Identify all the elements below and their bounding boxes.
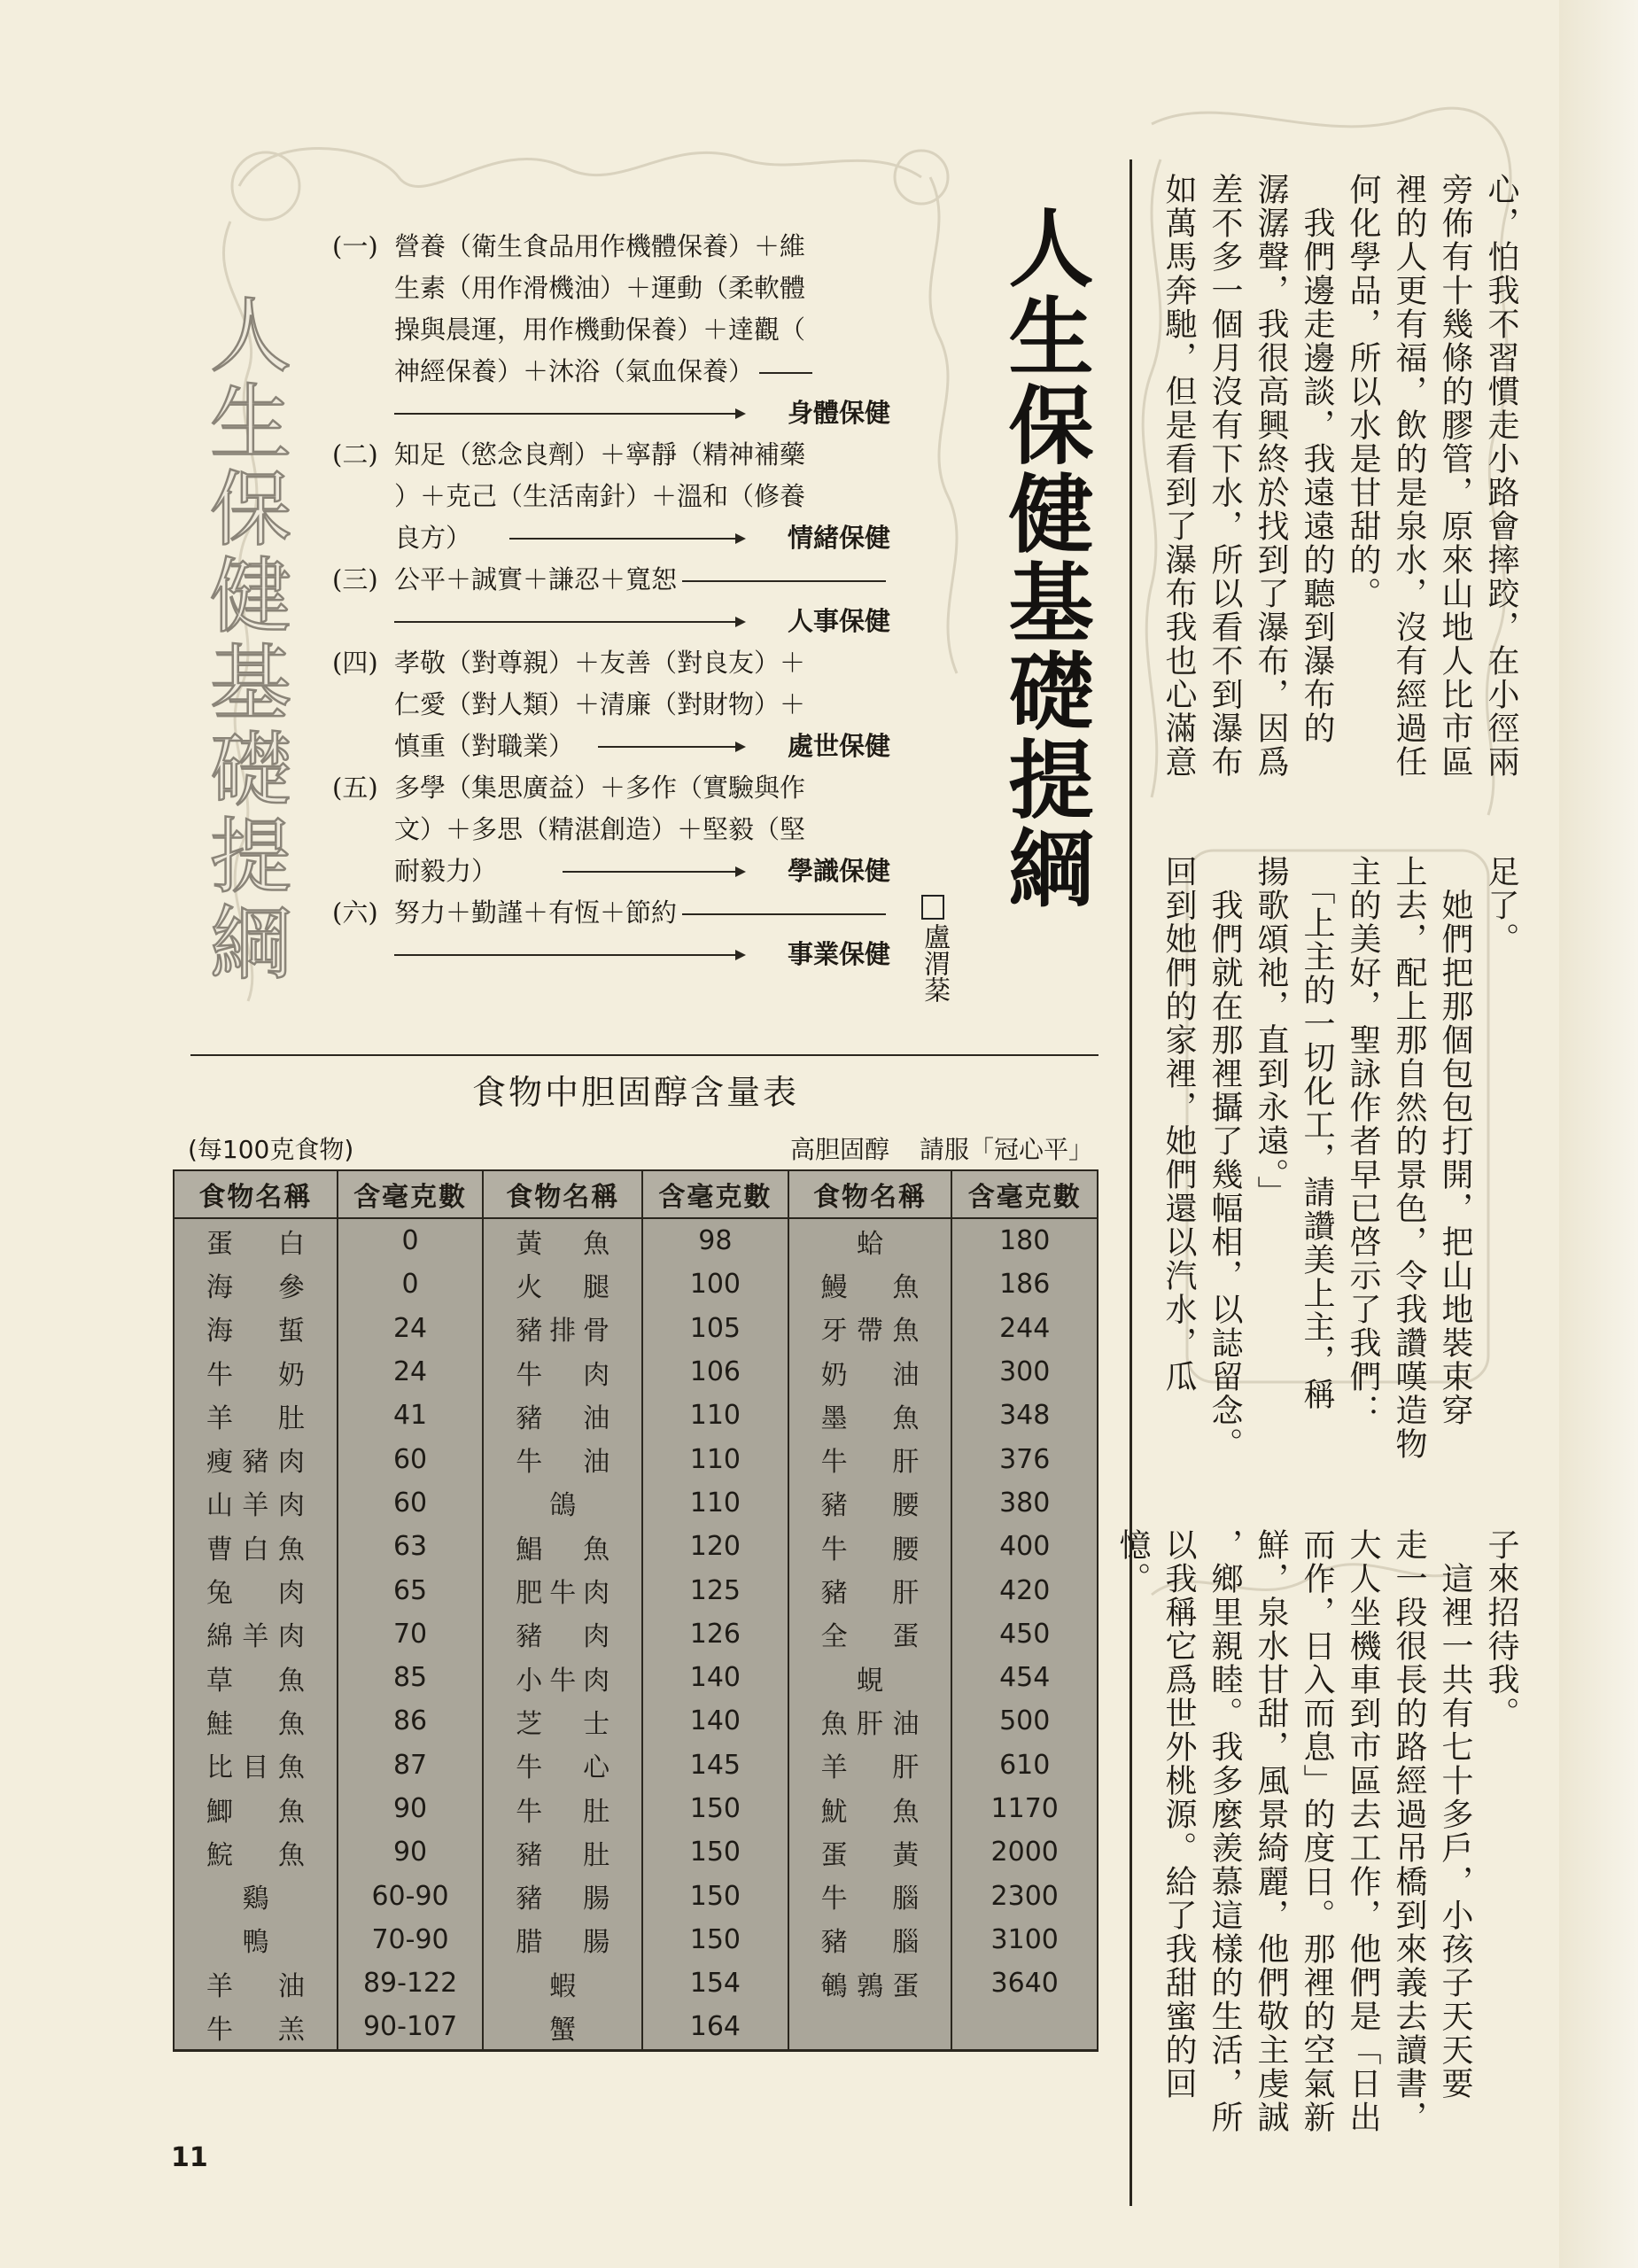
food-name-cell: 小牛肉 xyxy=(483,1656,642,1699)
article-block-bottom xyxy=(1114,1528,1524,2166)
cholesterol-value-cell: 100 xyxy=(642,1262,788,1306)
food-name-cell: 蛤 xyxy=(788,1218,952,1262)
food-name-cell: 海參 xyxy=(174,1262,338,1306)
food-name-cell: 牛肉 xyxy=(483,1350,642,1394)
point-5 xyxy=(332,767,890,892)
cholesterol-value-cell: 90 xyxy=(338,1787,483,1830)
food-name-cell: 牛肚 xyxy=(483,1787,642,1830)
food-name-cell: 羊肝 xyxy=(788,1744,952,1787)
article-column: 如萬馬奔馳，但是看到了瀑布我也心滿意 xyxy=(1161,173,1197,779)
cholesterol-value-cell: 41 xyxy=(338,1394,483,1437)
cholesterol-value-cell: 86 xyxy=(338,1699,483,1743)
article-column: 潺潺聲，我很高興終於找到了瀑布，因爲 xyxy=(1253,173,1289,779)
point-text: 耐毅力） xyxy=(394,856,498,886)
outline-title: 人生保健基礎提綱 xyxy=(197,292,291,987)
cholesterol-value-cell xyxy=(951,2005,1098,2050)
table-row xyxy=(174,1961,1098,2005)
point-text: ）＋克己（生活南針）＋溫和（修養 xyxy=(394,481,806,511)
food-name-cell: 曹白魚 xyxy=(174,1525,338,1568)
food-name-cell: 豬油 xyxy=(483,1394,642,1437)
article-column: 以我稱它爲世外桃源。給了我甜蜜的回憶。 xyxy=(1114,1528,1197,2101)
table-row xyxy=(174,1612,1098,1656)
article-column: 足了。 xyxy=(1483,855,1519,956)
cholesterol-value-cell: 140 xyxy=(642,1699,788,1743)
article-column: 何化學品，所以水是甘甜的。 xyxy=(1345,173,1381,610)
food-name-cell: 墨魚 xyxy=(788,1394,952,1437)
cholesterol-value-cell: 87 xyxy=(338,1744,483,1787)
food-name-cell: 牛心 xyxy=(483,1744,642,1787)
food-name-cell: 魚肝油 xyxy=(788,1699,952,1743)
cholesterol-value-cell: 150 xyxy=(642,1918,788,1961)
column-header: 含毫克數 xyxy=(951,1170,1098,1218)
article-block-middle xyxy=(1152,855,1524,1480)
article-title: 人生保健基礎提綱 xyxy=(995,204,1094,913)
cholesterol-value-cell: 90 xyxy=(338,1830,483,1874)
cholesterol-value-cell: 186 xyxy=(951,1262,1098,1306)
point-3 xyxy=(332,559,890,642)
article-column: 而作，日入而息」的度日。那裡的空氣新 xyxy=(1299,1528,1335,2134)
cholesterol-value-cell: 154 xyxy=(642,1961,788,2005)
article-column: 心，怕我不習慣走小路會摔跤，在小徑兩 xyxy=(1483,173,1519,779)
table-row xyxy=(174,1830,1098,1874)
cholesterol-value-cell: 450 xyxy=(951,1612,1098,1656)
food-name-cell: 鷄 xyxy=(174,1874,338,1917)
food-name-cell: 牛油 xyxy=(483,1437,642,1480)
food-name-cell: 兔肉 xyxy=(174,1568,338,1612)
food-name-cell: 鯇魚 xyxy=(174,1830,338,1874)
article-column: 子來招待我。 xyxy=(1483,1528,1519,1730)
point-4 xyxy=(332,642,890,767)
food-name-cell: 牛奶 xyxy=(174,1350,338,1394)
food-name-cell: 鮭魚 xyxy=(174,1699,338,1743)
point-6 xyxy=(332,892,890,975)
article-column: 我們邊走邊談，我遠遠的聽到瀑布的 xyxy=(1299,173,1335,745)
cholesterol-value-cell: 1170 xyxy=(951,1787,1098,1830)
food-name-cell: 蛋白 xyxy=(174,1218,338,1262)
table-row xyxy=(174,1525,1098,1568)
article-column: 旁佈有十幾條的膠管，原來山地人比市區 xyxy=(1437,173,1473,779)
cholesterol-value-cell: 24 xyxy=(338,1307,483,1350)
section-divider xyxy=(190,1054,1098,1056)
table-row xyxy=(174,1787,1098,1830)
cholesterol-value-cell: 85 xyxy=(338,1656,483,1699)
table-row xyxy=(174,1262,1098,1306)
food-name-cell: 綿羊肉 xyxy=(174,1612,338,1656)
table-row xyxy=(174,1394,1098,1437)
table-row xyxy=(174,1918,1098,1961)
article-column: 鮮，泉水甘甜，風景綺麗，他們敬主虔誠 xyxy=(1253,1528,1289,2134)
food-name-cell: 豬肉 xyxy=(483,1612,642,1656)
point-label: (六) xyxy=(332,897,378,928)
point-text: 公平＋誠實＋謙忍＋寬恕 xyxy=(394,564,678,594)
point-text: 慎重（對職業） xyxy=(394,731,575,761)
cholesterol-value-cell: 0 xyxy=(338,1218,483,1262)
food-name-cell: 黃魚 xyxy=(483,1218,642,1262)
table-row xyxy=(174,1437,1098,1480)
cholesterol-value-cell: 610 xyxy=(951,1744,1098,1787)
point-text: 操與晨運，用作機動保養）＋達觀（ xyxy=(394,315,806,345)
page-number: 11 xyxy=(171,2142,208,2173)
cholesterol-value-cell: 244 xyxy=(951,1307,1098,1350)
point-text: 努力＋勤謹＋有恆＋節約 xyxy=(394,897,678,928)
article-column: 我們就在那裡攝了幾幅相，以誌留念。 xyxy=(1207,855,1243,1461)
cholesterol-value-cell: 24 xyxy=(338,1350,483,1394)
author-name: 盧渭棻 xyxy=(919,923,950,1003)
food-name-cell: 蜆 xyxy=(788,1656,952,1699)
table-unit-note: (每100克食物) xyxy=(188,1135,354,1164)
cholesterol-value-cell: 420 xyxy=(951,1568,1098,1612)
cholesterol-value-cell: 3100 xyxy=(951,1918,1098,1961)
cholesterol-value-cell: 60 xyxy=(338,1481,483,1525)
cholesterol-value-cell: 63 xyxy=(338,1525,483,1568)
cholesterol-value-cell: 180 xyxy=(951,1218,1098,1262)
point-label: (三) xyxy=(332,564,378,594)
point-text: 神經保養）＋沐浴（氣血保養） xyxy=(394,356,755,386)
food-name-cell: 全蛋 xyxy=(788,1612,952,1656)
article-column: 大人坐機車到市區去工作，他們是「日出 xyxy=(1345,1528,1381,2134)
food-name-cell: 牛肝 xyxy=(788,1437,952,1480)
cholesterol-value-cell: 70-90 xyxy=(338,1918,483,1961)
cholesterol-value-cell: 0 xyxy=(338,1262,483,1306)
column-header: 食物名稱 xyxy=(174,1170,338,1218)
article-column: 差不多一個月沒有下水，所以看不到瀑布 xyxy=(1207,173,1243,779)
food-name-cell: 奶油 xyxy=(788,1350,952,1394)
point-result: 情緒保健 xyxy=(787,523,890,553)
food-name-cell: 鵪鶉蛋 xyxy=(788,1961,952,2005)
article-column: 「上主的一切化工，請讚美上主，稱 xyxy=(1299,855,1335,1411)
point-result: 事業保健 xyxy=(787,939,890,969)
food-name-cell: 海蜇 xyxy=(174,1307,338,1350)
food-name-cell: 瘦豬肉 xyxy=(174,1437,338,1480)
food-name-cell: 腊腸 xyxy=(483,1918,642,1961)
table-note xyxy=(790,1132,1093,1168)
table-row xyxy=(174,1218,1098,1262)
table-row xyxy=(174,1744,1098,1787)
food-name-cell: 芝士 xyxy=(483,1699,642,1743)
table-row xyxy=(174,1699,1098,1743)
food-name-cell: 牛腦 xyxy=(788,1874,952,1917)
food-name-cell: 蟹 xyxy=(483,2005,642,2050)
food-name-cell: 蝦 xyxy=(483,1961,642,2005)
food-name-cell: 豬腸 xyxy=(483,1874,642,1917)
cholesterol-value-cell: 70 xyxy=(338,1612,483,1656)
article-block-top xyxy=(1152,173,1524,788)
food-name-cell: 蛋黃 xyxy=(788,1830,952,1874)
table-note-left: 高胆固醇 xyxy=(789,1135,889,1164)
cholesterol-value-cell: 60 xyxy=(338,1437,483,1480)
article-column: 她們把那個包包打開，把山地裝束穿 xyxy=(1437,855,1473,1427)
point-result: 處世保健 xyxy=(787,731,890,761)
food-name-cell: 草魚 xyxy=(174,1656,338,1699)
article-column: 這裡一共有七十多戶，小孩子天天要 xyxy=(1437,1528,1473,2101)
food-name-cell: 鴨 xyxy=(174,1918,338,1961)
author-marker xyxy=(921,895,944,920)
article-column: ，鄉里親睦。我多麼羨慕這樣的生活，所 xyxy=(1207,1528,1243,2134)
cholesterol-value-cell: 106 xyxy=(642,1350,788,1394)
food-name-cell xyxy=(788,2005,952,2050)
health-points-list xyxy=(332,226,890,975)
point-text: 生素（用作滑機油）＋運動（柔軟體 xyxy=(394,273,806,303)
point-text: 仁愛（對人類）＋清廉（對財物）＋ xyxy=(394,689,806,719)
food-name-cell: 比目魚 xyxy=(174,1744,338,1787)
cholesterol-value-cell: 140 xyxy=(642,1656,788,1699)
article-column: 上去，配上那自然的景色，令我讚嘆造物 xyxy=(1391,855,1427,1461)
cholesterol-value-cell: 150 xyxy=(642,1830,788,1874)
cholesterol-value-cell: 65 xyxy=(338,1568,483,1612)
food-name-cell: 牛腰 xyxy=(788,1525,952,1568)
cholesterol-value-cell: 348 xyxy=(951,1394,1098,1437)
point-text: 多學（集思廣益）＋多作（實驗與作 xyxy=(394,773,806,803)
cholesterol-value-cell: 110 xyxy=(642,1394,788,1437)
cholesterol-table xyxy=(173,1169,1098,2052)
cholesterol-value-cell: 500 xyxy=(951,1699,1098,1743)
point-text: 良方） xyxy=(394,523,472,553)
food-name-cell: 豬腰 xyxy=(788,1481,952,1525)
point-result: 人事保健 xyxy=(787,606,890,636)
point-label: (五) xyxy=(332,773,378,803)
food-name-cell: 羊油 xyxy=(174,1961,338,2005)
table-note-right: 請服「冠心平」 xyxy=(919,1135,1093,1164)
cholesterol-value-cell: 150 xyxy=(642,1787,788,1830)
table-row xyxy=(174,1656,1098,1699)
cholesterol-value-cell: 400 xyxy=(951,1525,1098,1568)
food-name-cell: 鴿 xyxy=(483,1481,642,1525)
point-text: 文）＋多思（精湛創造）＋堅毅（堅 xyxy=(394,814,806,844)
food-name-cell: 肥牛肉 xyxy=(483,1568,642,1612)
point-text: 孝敬（對尊親）＋友善（對良友）＋ xyxy=(394,648,806,678)
table-row xyxy=(174,1350,1098,1394)
food-name-cell: 牛羔 xyxy=(174,2005,338,2050)
article-column: 揚歌頌祂，直到永遠。」 xyxy=(1253,855,1289,1209)
food-name-cell: 羊肚 xyxy=(174,1394,338,1437)
food-name-cell: 火腿 xyxy=(483,1262,642,1306)
food-name-cell: 豬腦 xyxy=(788,1918,952,1961)
cholesterol-value-cell: 120 xyxy=(642,1525,788,1568)
table-row xyxy=(174,1307,1098,1350)
cholesterol-value-cell: 125 xyxy=(642,1568,788,1612)
cholesterol-value-cell: 380 xyxy=(951,1481,1098,1525)
table-row xyxy=(174,1568,1098,1612)
table-title: 食物中胆固醇含量表 xyxy=(471,1073,799,1112)
column-header: 食物名稱 xyxy=(788,1170,952,1218)
cholesterol-value-cell: 145 xyxy=(642,1744,788,1787)
food-name-cell: 鯽魚 xyxy=(174,1787,338,1830)
cholesterol-value-cell: 376 xyxy=(951,1437,1098,1480)
cholesterol-value-cell: 110 xyxy=(642,1481,788,1525)
table-row xyxy=(174,1874,1098,1917)
article-column: 走一段很長的路經過吊橋到來義去讀書， xyxy=(1391,1528,1427,2134)
point-label: (一) xyxy=(332,231,378,261)
cholesterol-value-cell: 105 xyxy=(642,1307,788,1350)
food-name-cell: 鯧魚 xyxy=(483,1525,642,1568)
article-column: 主的美好，聖詠作者早已啓示了我們： xyxy=(1345,855,1381,1427)
cholesterol-value-cell: 300 xyxy=(951,1350,1098,1394)
cholesterol-value-cell: 98 xyxy=(642,1218,788,1262)
table-row xyxy=(174,1481,1098,1525)
food-name-cell: 魷魚 xyxy=(788,1787,952,1830)
cholesterol-value-cell: 90-107 xyxy=(338,2005,483,2050)
cholesterol-value-cell: 110 xyxy=(642,1437,788,1480)
food-name-cell: 山羊肉 xyxy=(174,1481,338,1525)
column-header: 含毫克數 xyxy=(642,1170,788,1218)
point-label: (二) xyxy=(332,439,378,470)
food-name-cell: 鰻魚 xyxy=(788,1262,952,1306)
food-name-cell: 豬肚 xyxy=(483,1830,642,1874)
point-1 xyxy=(332,226,890,434)
article-column: 回到她們的家裡，她們還以汽水，瓜 xyxy=(1161,855,1197,1394)
cholesterol-value-cell: 2000 xyxy=(951,1830,1098,1874)
cholesterol-value-cell: 150 xyxy=(642,1874,788,1917)
cholesterol-value-cell: 126 xyxy=(642,1612,788,1656)
point-result: 學識保健 xyxy=(787,856,890,886)
cholesterol-value-cell: 60-90 xyxy=(338,1874,483,1917)
cholesterol-value-cell: 2300 xyxy=(951,1874,1098,1917)
table-row xyxy=(174,2005,1098,2050)
point-text: 知足（慾念良劑）＋寧靜（精神補藥 xyxy=(394,439,806,470)
food-name-cell: 豬排骨 xyxy=(483,1307,642,1350)
column-header: 食物名稱 xyxy=(483,1170,642,1218)
point-result: 身體保健 xyxy=(787,398,890,428)
food-name-cell: 豬肝 xyxy=(788,1568,952,1612)
point-label: (四) xyxy=(332,648,378,678)
point-2 xyxy=(332,434,890,559)
cholesterol-value-cell: 89-122 xyxy=(338,1961,483,2005)
article-column: 裡的人更有福，飲的是泉水，沒有經過任 xyxy=(1391,173,1427,779)
cholesterol-value-cell: 164 xyxy=(642,2005,788,2050)
table-header-row xyxy=(174,1170,1098,1218)
food-name-cell: 牙帶魚 xyxy=(788,1307,952,1350)
point-text: 營養（衛生食品用作機體保養）＋維 xyxy=(394,231,806,261)
cholesterol-value-cell: 3640 xyxy=(951,1961,1098,2005)
cholesterol-value-cell: 454 xyxy=(951,1656,1098,1699)
column-header: 含毫克數 xyxy=(338,1170,483,1218)
